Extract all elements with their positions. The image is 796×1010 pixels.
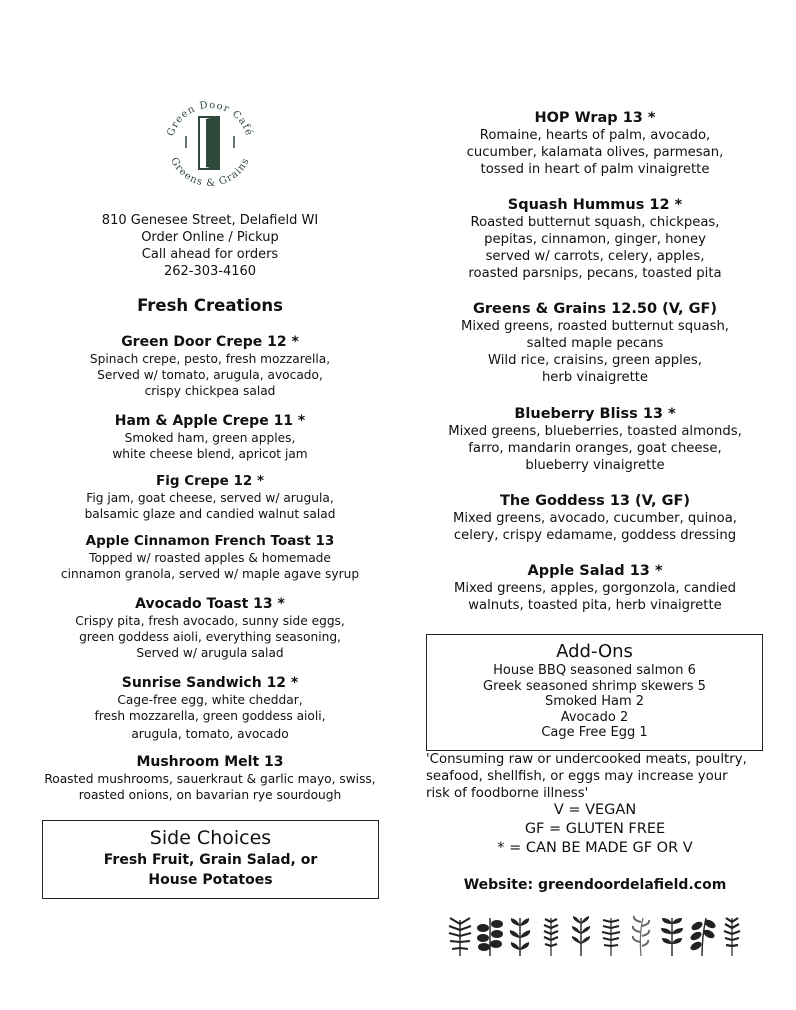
warning-line: seafood, shellfish, or eggs may increase your [426, 769, 728, 784]
leaf-icon [627, 914, 655, 958]
item-desc-line: farro, mandarin oranges, goat cheese, [468, 441, 722, 456]
item-desc-line: roasted onions, on bavarian rye sourdough [78, 788, 342, 802]
legend-gluten-free: GF = GLUTEN FREE [524, 821, 666, 837]
item-desc-line: Mixed greens, blueberries, toasted almonds, [448, 424, 742, 439]
item-title: Apple Cinnamon French Toast 13 [85, 533, 335, 549]
leaf-icon [658, 914, 686, 958]
item-desc-line: pepitas, cinnamon, ginger, honey [484, 232, 706, 247]
item-title: Blueberry Bliss 13 * [514, 406, 676, 422]
logo-bottom-text: Greens & Grains [168, 155, 252, 190]
address: 810 Genesee Street, Delafield WI [101, 213, 319, 228]
item-desc-line: walnuts, toasted pita, herb vinaigrette [468, 598, 722, 613]
logo-top-text: Green Door Café [165, 100, 255, 138]
right-item-6 [426, 562, 764, 614]
cafe-logo [158, 100, 262, 192]
item-desc-line: cinnamon granola, served w/ maple agave syrup [60, 567, 360, 581]
add-on-item: House BBQ seasoned salmon 6 [493, 663, 696, 678]
item-title: Ham & Apple Crepe 11 * [114, 413, 306, 429]
item-title: The Goddess 13 (V, GF) [499, 493, 691, 509]
section-heading: Fresh Creations [137, 296, 283, 315]
right-item-2 [426, 196, 764, 282]
left-item-7 [40, 754, 380, 803]
left-item-4 [40, 533, 380, 582]
item-desc-line: Fig jam, goat cheese, served w/ arugula, [86, 491, 334, 505]
item-desc-line: white cheese blend, apricot jam [112, 447, 308, 461]
item-desc-line: Served w/ arugula salad [136, 646, 284, 660]
item-desc-line: herb vinaigrette [541, 370, 649, 385]
item-desc-line: tossed in heart of palm vinaigrette [480, 162, 710, 177]
add-on-item: Avocado 2 [560, 709, 629, 725]
item-desc-line: fresh mozzarella, green goddess aioli, [94, 709, 326, 723]
call-ahead-text: Call ahead for orders [141, 247, 279, 262]
warning-line: 'Consuming raw or undercooked meats, poultry, [426, 752, 747, 767]
leaf-icon [476, 914, 504, 958]
right-item-4 [426, 405, 764, 474]
leaf-icon [567, 914, 595, 958]
item-desc-line: arugula, tomato, avocado [131, 727, 289, 741]
add-ons-title: Add-Ons [556, 641, 633, 662]
diet-legend [426, 801, 764, 858]
item-desc-line: Served w/ tomato, arugula, avocado, [97, 368, 323, 382]
item-desc-line: Wild rice, craisins, green apples, [488, 353, 702, 368]
phone-number[interactable]: 262-303-4160 [163, 264, 257, 279]
left-item-2 [40, 413, 380, 462]
side-choices-line: Fresh Fruit, Grain Salad, or [103, 852, 318, 868]
side-choices-line: House Potatoes [148, 872, 273, 888]
item-desc-line: Roasted mushrooms, sauerkraut & garlic mayo, swiss, [44, 772, 376, 786]
order-online-link[interactable]: Order Online / Pickup [141, 230, 279, 245]
leaf-icon [597, 914, 625, 958]
warning-line: risk of foodborne illness' [426, 786, 589, 801]
item-desc-line: balsamic glaze and candied walnut salad [84, 507, 336, 521]
item-desc-line: Crispy pita, fresh avocado, sunny side eggs, [75, 614, 345, 628]
leaf-icon [446, 914, 474, 958]
item-desc-line: green goddess aioli, everything seasoning, [79, 630, 341, 644]
add-on-item: Greek seasoned shrimp skewers 5 [483, 678, 706, 694]
left-item-5 [40, 596, 380, 661]
item-title: Greens & Grains 12.50 (V, GF) [472, 301, 718, 317]
item-title: Sunrise Sandwich 12 * [121, 675, 299, 691]
right-item-3 [426, 300, 764, 386]
item-desc-line: celery, crispy edamame, goddess dressing [453, 528, 737, 543]
item-desc-line: served w/ carrots, celery, apples, [485, 249, 705, 264]
side-choices-box [42, 820, 379, 899]
left-item-1 [40, 334, 380, 399]
item-title: Green Door Crepe 12 * [121, 334, 299, 350]
item-desc-line: blueberry vinaigrette [525, 458, 665, 473]
item-title: Mushroom Melt 13 [136, 754, 284, 770]
item-desc-line: Roasted butternut squash, chickpeas, [470, 215, 720, 230]
item-desc-line: Mixed greens, apples, gorgonzola, candied [453, 581, 737, 596]
side-choices-title: Side Choices [149, 827, 272, 849]
item-title: Squash Hummus 12 * [507, 197, 683, 213]
leaf-icon [537, 914, 565, 958]
item-title: HOP Wrap 13 * [534, 110, 656, 126]
add-on-item: Cage Free Egg 1 [541, 725, 648, 740]
item-desc-line: Spinach crepe, pesto, fresh mozzarella, [89, 352, 331, 366]
item-desc-line: roasted parsnips, pecans, toasted pita [468, 266, 722, 281]
item-desc-line: Smoked ham, green apples, [124, 431, 296, 445]
door-logo-icon [158, 100, 262, 192]
item-desc-line: salted maple pecans [526, 336, 664, 351]
cafe-info [40, 212, 380, 280]
item-desc-line: cucumber, kalamata olives, parmesan, [466, 145, 724, 160]
item-desc-line: crispy chickpea salad [144, 384, 276, 398]
add-on-item: Smoked Ham 2 [544, 694, 645, 709]
left-item-3 [40, 473, 380, 522]
legend-gf-or-v: * = CAN BE MADE GF OR V [497, 840, 693, 856]
item-title: Apple Salad 13 * [527, 563, 663, 579]
item-desc-line: Topped w/ roasted apples & homemade [89, 551, 331, 565]
add-ons-box [426, 634, 763, 751]
leaf-icon [718, 914, 746, 958]
item-desc-line: Romaine, hearts of palm, avocado, [479, 128, 711, 143]
item-desc-line: Mixed greens, roasted butternut squash, [460, 319, 729, 334]
legend-vegan: V = VEGAN [553, 802, 637, 818]
item-desc-line: Mixed greens, avocado, cucumber, quinoa, [452, 511, 737, 526]
item-desc-line: Cage-free egg, white cheddar, [117, 693, 303, 707]
left-item-6 [40, 675, 380, 742]
leaf-decoration [446, 914, 746, 964]
item-title: Fig Crepe 12 * [156, 473, 264, 489]
right-item-5 [426, 492, 764, 544]
website-link[interactable]: Website: greendoordelafield.com [463, 877, 727, 893]
item-title: Avocado Toast 13 * [135, 596, 285, 612]
leaf-icon [688, 914, 716, 958]
leaf-icon [506, 914, 534, 958]
food-warning [426, 751, 771, 802]
right-item-1 [426, 109, 764, 178]
